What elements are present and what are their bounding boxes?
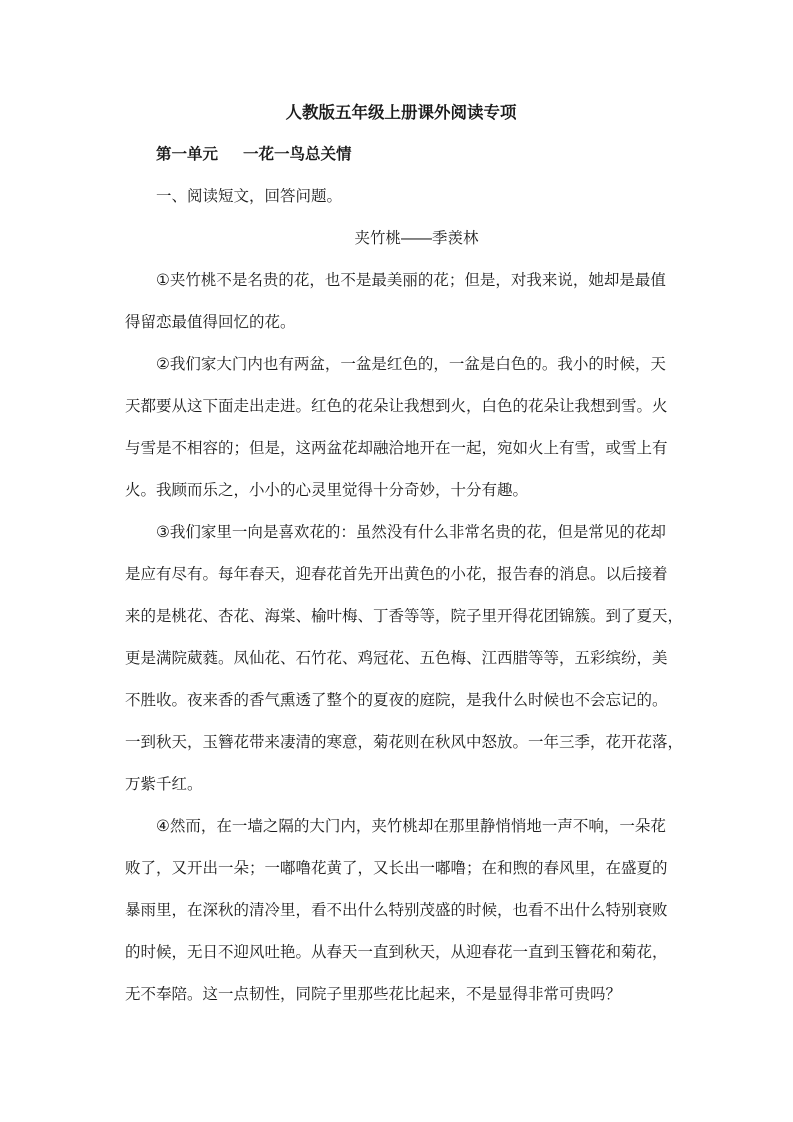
unit-heading [125,134,677,176]
unit-heading-label: 第一单元 [156,146,219,163]
paragraph-line: ③我们家里一向是喜欢花的：虽然没有什么非常名贵的花，但是常见的花却 [156,524,666,541]
paragraph-line: 得留恋最值得回忆的花。 [125,314,296,331]
exercise-instruction: 一、阅读短文，回答问题。 [156,188,343,205]
paragraph-line: 更是满院葳蕤。凤仙花、石竹花、鸡冠花、五色梅、江西腊等等，五彩缤纷，美 [125,650,668,667]
paragraph-line: ①夹竹桃不是名贵的花，也不是最美丽的花；但是，对我来说，她却是最值 [156,272,666,289]
paragraph-line: 万紫千红。 [125,776,203,793]
document-title: 人教版五年级上册课外阅读专项 [285,104,517,122]
paragraph-line: 天都要从这下面走出走进。红色的花朵让我想到火，白色的花朵让我想到雪。火 [125,398,668,415]
article-title: 夹竹桃——季羡林 [354,230,479,247]
paragraph-line: 火。我顾而乐之，小小的心灵里觉得十分奇妙，十分有趣。 [125,482,529,499]
paragraph-line: ④然而，在一墙之隔的大门内，夹竹桃却在那里静悄悄地一声不响，一朵花 [156,818,666,835]
paragraph-line: 与雪是不相容的；但是，这两盆花却融洽地开在一起，宛如火上有雪，或雪上有 [125,440,668,457]
paragraph-line: 败了，又开出一朵；一嘟噜花黄了，又长出一嘟噜；在和煦的春风里，在盛夏的 [125,860,668,877]
paragraph-line: 无不奉陪。这一点韧性，同院子里那些花比起来，不是显得非常可贵吗？ [125,986,622,1003]
paragraph-line: 来的是桃花、杏花、海棠、榆叶梅、丁香等等，院子里开得花团锦簇。到了夏天， [125,608,684,625]
paragraph-line: 不胜收。夜来香的香气熏透了整个的夏夜的庭院，是我什么时候也不会忘记的。 [125,692,668,709]
article-body [125,260,684,1016]
paragraph-line: 一到秋天，玉簪花带来凄清的寒意，菊花则在秋风中怒放。一年三季，花开花落， [125,734,684,751]
unit-heading-title: 一花一鸟总关情 [243,146,352,163]
paragraph-line: 暴雨里，在深秋的清冷里，看不出什么特别茂盛的时候，也看不出什么特别衰败 [125,902,668,919]
page-content [125,92,684,1016]
paragraph-line: 的时候，无日不迎风吐艳。从春天一直到秋天，从迎春花一直到玉簪花和菊花， [125,944,668,961]
paragraph-line: 是应有尽有。每年春天，迎春花首先开出黄色的小花，报告春的消息。以后接着 [125,566,668,583]
paragraph-line: ②我们家大门内也有两盆，一盆是红色的，一盆是白色的。我小的时候，天 [156,356,666,373]
